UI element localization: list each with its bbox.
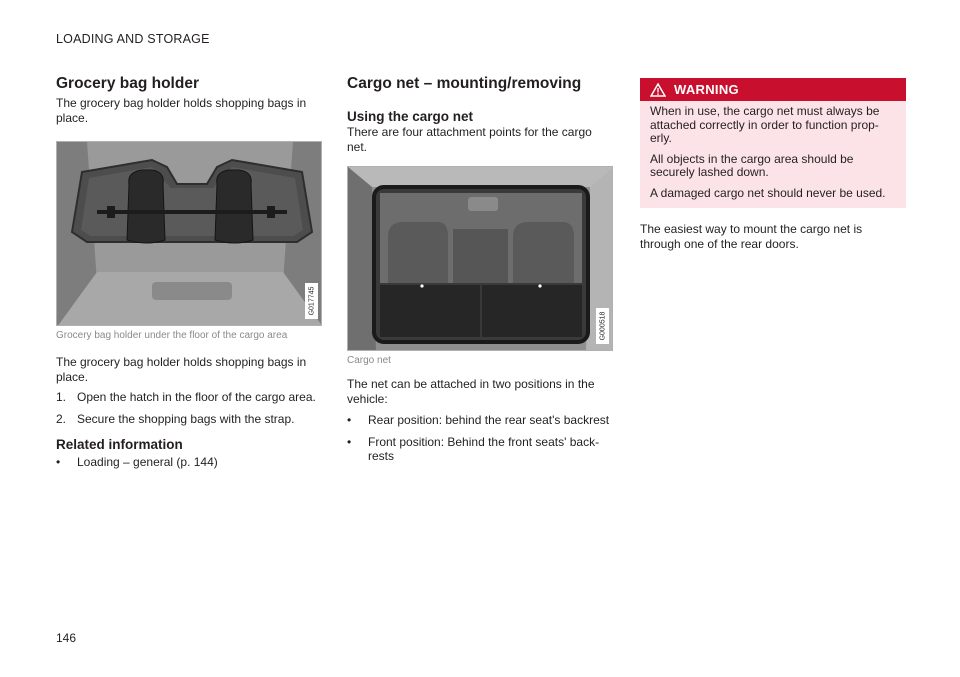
grocery-steps-list [56,390,324,426]
cargo-body: The net can be attached in two positions in the vehicle: [347,377,595,406]
cargo-heading: Cargo net – mounting/removing [347,75,582,92]
running-header: LOADING AND STORAGE [56,32,210,46]
grocery-bag-holder-section [56,74,324,477]
grocery-intro: The grocery bag holder holds shopping bags in place. [56,96,307,125]
page-number: 146 [56,631,77,645]
warning-column [640,78,906,251]
related-information-list [56,455,324,470]
warning-box [640,78,906,208]
warning-paragraph: All objects in the cargo area should be securely lashed down. [650,151,854,179]
grocery-heading: Grocery bag holder [56,75,199,92]
grocery-bag-holder-illustration [57,142,322,326]
grocery-figure-caption: Grocery bag holder under the floor of the cargo area [56,330,288,341]
warning-paragraph: When in use, the cargo net must always be attached correctly in order to function prop-erly. [650,104,880,145]
related-link[interactable]: • Loading – general (p. 144) [56,455,218,469]
cargo-sub-heading: Using the cargo net [347,109,474,124]
list-item: • Rear position: behind the rear seat's backrest [347,413,610,427]
figure-code-label: G000518 [596,308,609,344]
warning-body [640,101,906,208]
figure-code-label: G017745 [305,283,318,319]
list-item: • Front position: Behind the front seats' back-rests [347,434,600,463]
warning-title-bar [640,78,906,101]
mounting-text: The easiest way to mount the cargo net is through one of the rear doors. [640,222,863,251]
cargo-intro: There are four attachment points for the cargo net. [347,125,592,154]
cargo-net-figure [347,166,613,351]
warning-triangle-icon [650,83,666,97]
cargo-positions-list [347,413,615,464]
grocery-body: The grocery bag holder holds shopping bags in place. [56,355,307,384]
warning-paragraph: A damaged cargo net should never be used. [650,185,886,200]
grocery-bag-holder-figure [56,141,322,326]
list-item: 2. Secure the shopping bags with the strap. [56,411,295,426]
related-information-heading: Related information [56,437,183,452]
cargo-figure-caption: Cargo net [347,355,391,366]
cargo-net-illustration [348,167,613,351]
list-item: 1. Open the hatch in the floor of the cargo area. [56,390,316,404]
warning-title: WARNING [674,82,739,97]
cargo-net-section [347,74,615,471]
